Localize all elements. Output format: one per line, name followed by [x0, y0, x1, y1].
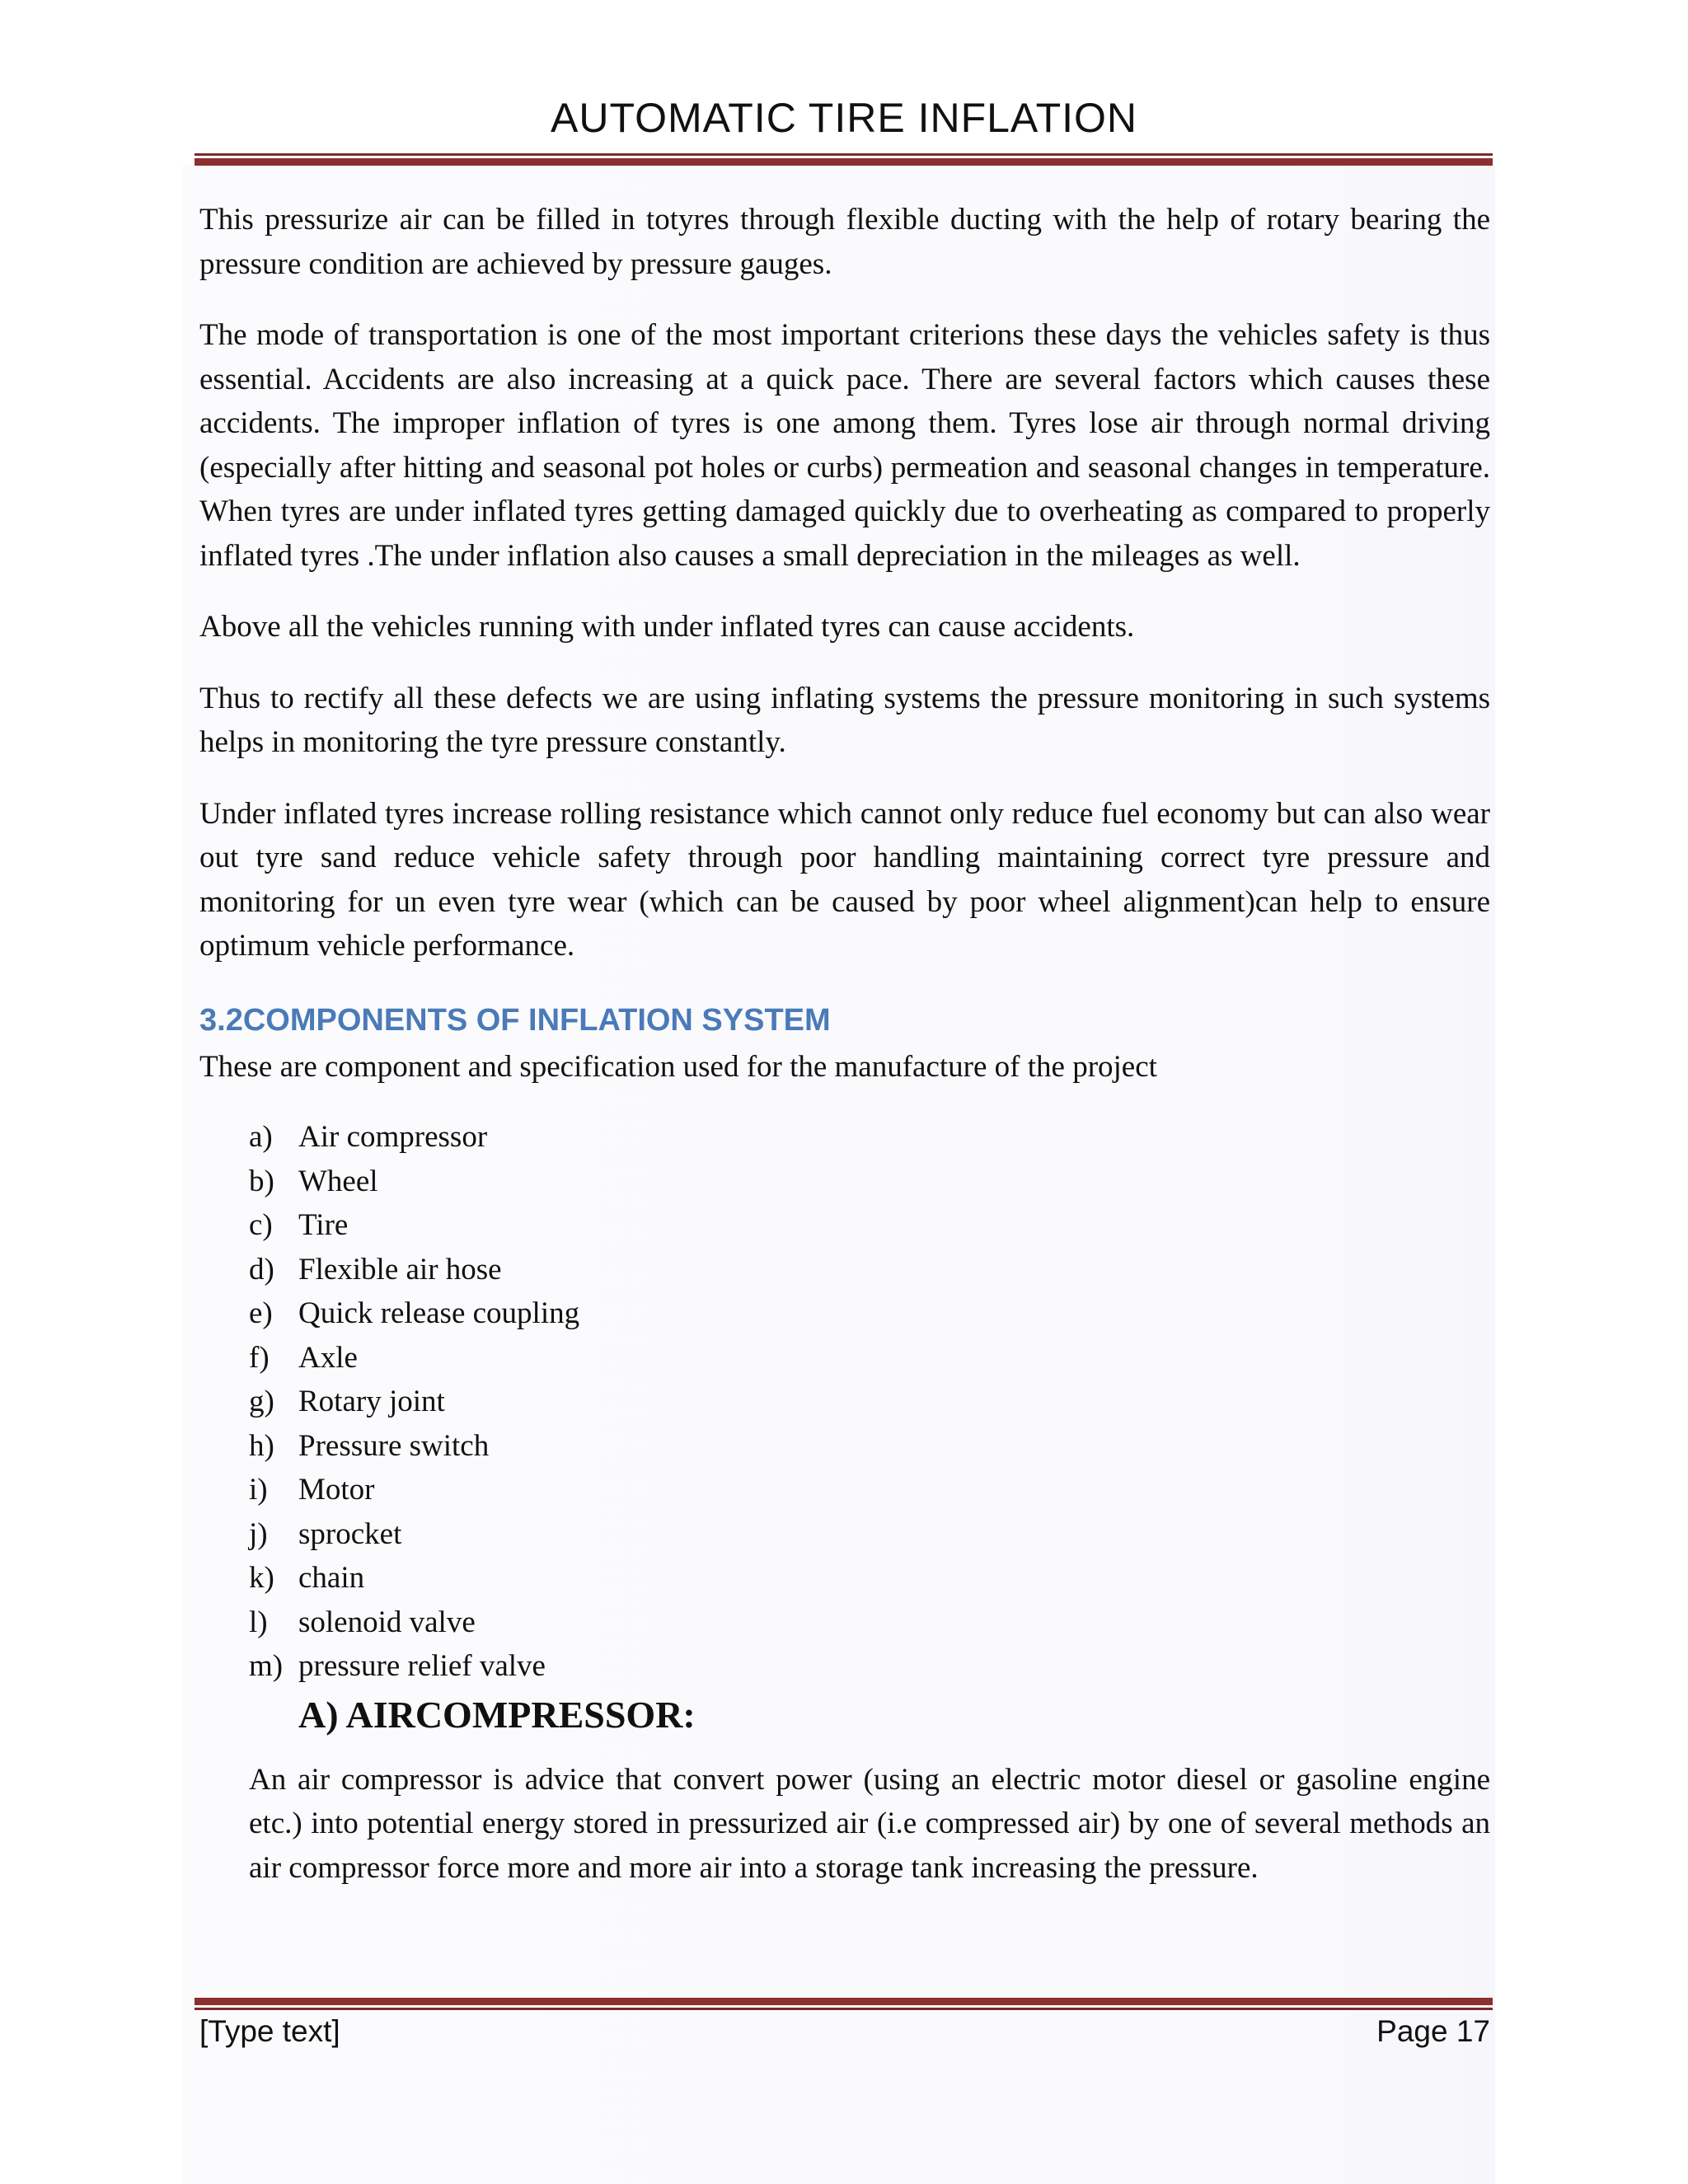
list-item-text: Air compressor — [298, 1120, 488, 1154]
list-marker: m) — [249, 1649, 284, 1683]
components-list — [199, 1115, 1490, 1689]
list-item-text: solenoid valve — [298, 1605, 476, 1639]
list-marker: j) — [249, 1516, 268, 1551]
running-header-title: AUTOMATIC TIRE INFLATION — [550, 95, 1137, 141]
subsection-body: An air compressor is advice that convert power (using an electric motor diesel or gasoline engine etc.) into potential energy stored in pressurized air (i.e compressed air) by one of several methods an air compressor force more and more air into a storage tank increasing the pressure. — [249, 1762, 1490, 1885]
list-item — [249, 1512, 1490, 1557]
paragraph-1: This pressurize air can be filled in totyres through flexible ducting with the help of rotary bearing the pressure condition are achieved by pressure gauges. — [199, 203, 1490, 281]
list-item — [249, 1468, 1490, 1512]
list-marker: c) — [249, 1208, 273, 1242]
list-marker: h) — [249, 1428, 274, 1463]
list-marker: b) — [249, 1164, 274, 1198]
list-item — [249, 1115, 1490, 1160]
paragraph-4: Thus to rectify all these defects we are using inflating systems the pressure monitoring in such systems helps in monitoring the tyre pressure constantly. — [199, 681, 1490, 759]
list-item-text: Tire — [298, 1208, 349, 1242]
list-marker: k) — [249, 1561, 274, 1595]
footer-placeholder-text: [Type text] — [199, 2014, 340, 2048]
list-item-text: Motor — [298, 1473, 375, 1507]
list-marker: a) — [249, 1120, 273, 1154]
list-item-text: Rotary joint — [298, 1385, 445, 1418]
footer-rule-thin — [195, 2008, 1493, 2010]
list-marker: f) — [249, 1340, 270, 1375]
list-item — [249, 1380, 1490, 1424]
header-rule-thick — [195, 158, 1493, 166]
section-intro: These are component and specification used for the manufacture of the project — [199, 1049, 1157, 1084]
list-item-text: chain — [298, 1561, 365, 1595]
header-rule-thin — [195, 153, 1493, 156]
list-item — [249, 1248, 1490, 1292]
list-item-text: sprocket — [298, 1516, 402, 1551]
paragraph-2: The mode of transportation is one of the most important criterions these days the vehicles safety is thus essential. Accidents are also increasing at a quick pace. There are several factors which causes these accidents. The improper inflation of tyres is one among them. Tyres lose air through normal driving (especially after hitting and seasonal pot holes or curbs) permeation and seasonal changes in temperature. When tyres are under inflated tyres getting damaged quickly due to overheating as compared to properly inflated tyres .The under inflation also causes a small depreciation in the mileages as well. — [199, 318, 1490, 573]
list-item-text: Flexible air hose — [298, 1252, 502, 1286]
list-item-text: Pressure switch — [298, 1428, 490, 1463]
list-item-text: Axle — [298, 1340, 358, 1375]
section-heading: 3.2COMPONENTS OF INFLATION SYSTEM — [199, 1002, 831, 1038]
list-item-text: pressure relief valve — [298, 1649, 546, 1683]
list-item-text: Wheel — [298, 1164, 378, 1198]
footer-rule-thick — [195, 1998, 1493, 2005]
list-marker: g) — [249, 1385, 274, 1418]
list-item — [249, 1160, 1490, 1204]
subsection-heading: A) AIRCOMPRESSOR: — [298, 1693, 696, 1736]
list-item — [249, 1336, 1490, 1380]
paragraph-3: Above all the vehicles running with under inflated tyres can cause accidents. — [199, 610, 1135, 644]
page-number: Page 17 — [1376, 2014, 1490, 2048]
page-body — [199, 198, 1490, 1890]
list-marker: i) — [249, 1473, 268, 1507]
list-marker: l) — [249, 1605, 268, 1639]
list-item — [249, 1601, 1490, 1645]
list-item — [249, 1291, 1490, 1336]
list-item-text: Quick release coupling — [298, 1296, 580, 1330]
list-item — [249, 1203, 1490, 1248]
list-item — [249, 1556, 1490, 1601]
list-item — [249, 1644, 1490, 1689]
list-marker: e) — [249, 1296, 273, 1330]
list-item — [249, 1424, 1490, 1469]
list-marker: d) — [249, 1252, 274, 1286]
paragraph-5: Under inflated tyres increase rolling resistance which cannot only reduce fuel economy but can also wear out tyre sand reduce vehicle safety through poor handling maintaining correct tyre pressure and monitoring for un even tyre wear (which can be caused by poor wheel alignment)can help to ensure optimum vehicle performance. — [199, 796, 1490, 963]
page-footer — [199, 2011, 1490, 2052]
